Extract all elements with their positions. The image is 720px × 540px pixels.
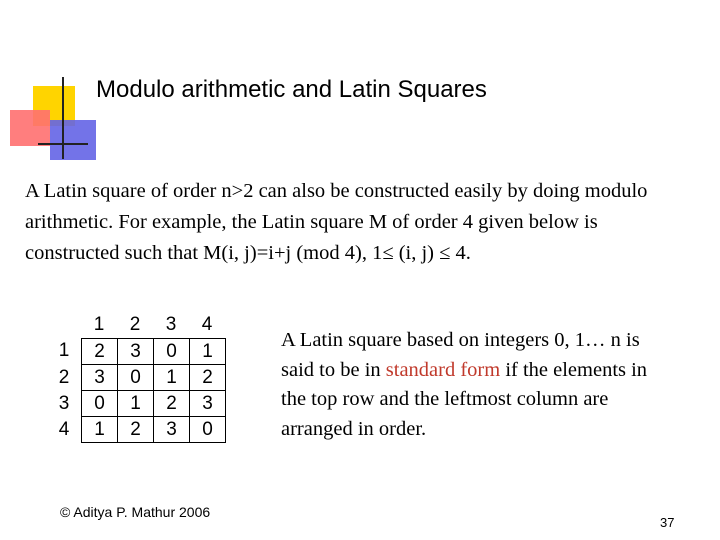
slide-logo: [0, 0, 100, 170]
table-cell: 1: [190, 339, 226, 365]
column-label: 4: [201, 314, 213, 335]
standard-form-text-before: A Latin square based on integers 0, 1… n is said to be in: [281, 329, 640, 381]
slide-title: Modulo arithmetic and Latin Squares: [96, 76, 487, 103]
table-cell: 1: [154, 365, 190, 391]
standard-form-highlight: standard form: [385, 358, 501, 381]
table-row: [47, 365, 226, 391]
column-label: 1: [93, 314, 105, 335]
intro-paragraph: A Latin square of order n>2 can also be constructed easily by doing modulo arithmetic. For example, the Latin square M of order 4 given below is constructed such that M(i, j)=i+j (mod 4), 1≤ (i, j) ≤ 4.: [25, 180, 648, 264]
table-cell: 2: [82, 339, 118, 365]
column-label: 3: [165, 314, 177, 335]
page-number: 37: [660, 515, 675, 530]
standard-form-text-after: if the elements in the top row and the leftmost column are arranged in order.: [281, 358, 648, 440]
latin-square-table: [47, 312, 226, 443]
logo-vertical-line: [62, 77, 64, 159]
table-cell: 0: [82, 391, 118, 417]
table-cell: 2: [154, 391, 190, 417]
table-row: [47, 338, 226, 365]
table-row: [47, 417, 226, 443]
table-cell: 3: [190, 391, 226, 417]
logo-red-square: [10, 110, 50, 146]
logo-blue-square: [50, 120, 96, 160]
table-cell: 3: [118, 339, 154, 365]
row-label: 3: [58, 393, 70, 414]
table-cell: 0: [190, 417, 226, 443]
table-cell: 2: [190, 365, 226, 391]
row-label: 1: [58, 340, 70, 361]
table-cell: 0: [154, 339, 190, 365]
column-label: 2: [129, 314, 141, 335]
table-cell: 3: [82, 365, 118, 391]
copyright-footer: © Aditya P. Mathur 2006: [60, 504, 211, 520]
table-cell: 3: [154, 417, 190, 443]
table-cell: 0: [118, 365, 154, 391]
table-cell: 1: [118, 391, 154, 417]
table-row: [47, 391, 226, 417]
column-header-row: [47, 312, 226, 338]
row-label: 2: [58, 367, 70, 388]
table-corner: [47, 312, 81, 338]
row-label: 4: [58, 419, 70, 440]
standard-form-text: [281, 326, 671, 444]
table-cell: 2: [118, 417, 154, 443]
logo-horizontal-line: [38, 143, 88, 145]
table-cell: 1: [82, 417, 118, 443]
